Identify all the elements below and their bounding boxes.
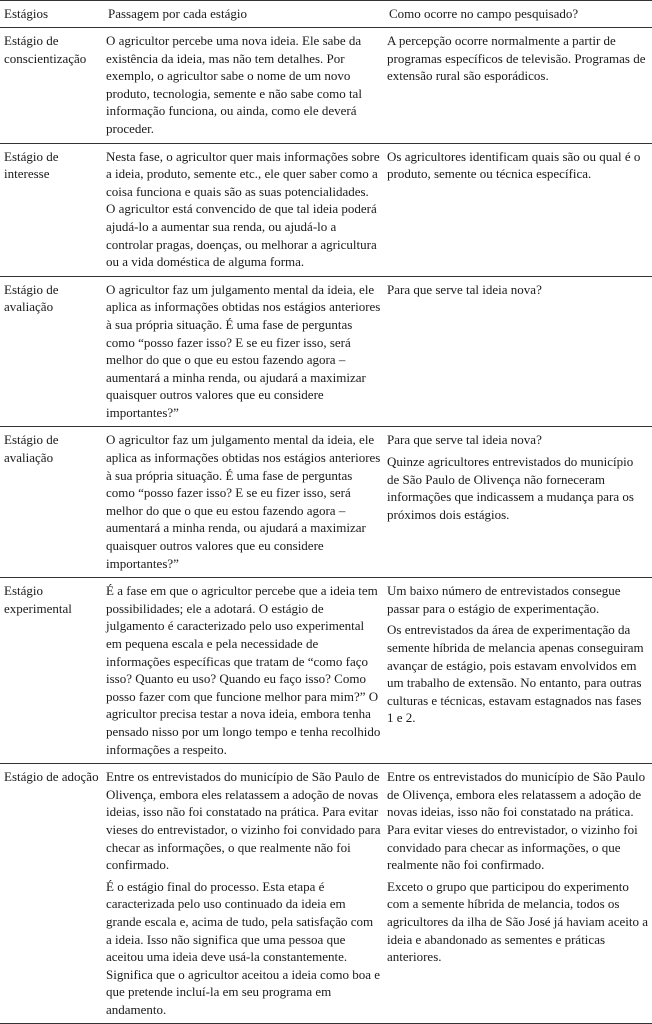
passage-cell: [104, 578, 385, 764]
passage-cell: [104, 276, 385, 427]
stage-cell: Estágio de conscientização: [4, 33, 87, 66]
stage-cell: Estágio de adoção: [4, 769, 99, 785]
passage-cell: [104, 143, 385, 276]
stage-cell: Estágio experimental: [4, 583, 72, 616]
table-row: [0, 28, 652, 144]
passage-cell: [104, 28, 385, 144]
passage-text: O agricultor faz um julgamento mental da ideia, ele aplica as informações obtidas nos estágios anteriores à sua própria situação. É uma fase de perguntas como “posso fazer isso? E se eu fizer isso, será melhor do que o que eu estou fazendo agora – aumentará a minha renda, ou ajudará a maximizar quaisquer outros valores que eu considere importantes?”: [106, 281, 381, 420]
header-stages: Estágios: [4, 6, 49, 21]
field-cell: [385, 28, 652, 144]
stage-cell: Estágio de interesse: [4, 148, 59, 182]
table-row: [0, 427, 652, 578]
passage-text: É o estágio final do processo. Esta etapa é caracterizada pelo uso continuado da ideia em grande escala e, acima de tudo, pela satisfação com a ideia. Isso não significa que uma pessoa que aceitou uma ideia deve usá-la constantemente. Significa que o agricultor aceitou a ideia como boa e que pretende incluí-la em seu programa em andamento.: [106, 878, 380, 1017]
field-text: Para que serve tal ideia nova?: [387, 281, 542, 297]
table-row: [0, 143, 652, 276]
header-field: Como ocorre no campo pesquisado?: [389, 6, 579, 21]
field-cell: [385, 578, 652, 764]
stage-cell: Estágio de avaliação: [4, 432, 59, 466]
field-cell: [385, 764, 652, 1024]
table-row: [0, 578, 652, 764]
field-text: Os entrevistados da área de experimentação da semente híbrida de melancia apenas conseguiram avançar de estágio, pois estavam envolvidos em um trabalho de extensão. No entanto, para outras culturas e técnicas, estavam estagnados nas fases 1 e 2.: [387, 622, 644, 726]
table-row: [0, 276, 652, 427]
passage-cell: [104, 427, 385, 578]
passage-text: Nesta fase, o agricultor quer mais informações sobre a ideia, produto, semente etc., ele quer saber como a coisa funciona e quais são as suas potencialidades. O agricultor está convencido de que tal ideia poderá ajudá-lo a aumentar sua renda, ou ajudá-lo a controlar pragas, doenças, ou melhorar a agricultura ou a vida doméstica de alguma forma.: [106, 148, 380, 270]
table-header-row: [0, 1, 652, 28]
field-text: Entre os entrevistados do município de São Paulo de Olivença, embora eles relatassem a adoção de novas ideias, isso não foi constatado na prática. Para evitar vieses do entrevistador, o vizinho foi convidado para checar as informações, o que realmente não foi confirmado.: [387, 769, 646, 873]
passage-text: O agricultor faz um julgamento mental da ideia, ele aplica as informações obtidas nos estágios anteriores à sua própria situação. É uma fase de perguntas como “posso fazer isso? E se eu fizer isso, será melhor do que o que eu estou fazendo agora – aumentará a minha renda, ou ajudará a maximizar quaisquer outros valores que eu considere importantes?”: [106, 432, 381, 571]
field-text: Os agricultores identificam quais são ou qual é o produto, semente ou técnica específica.: [387, 148, 641, 182]
passage-text: Entre os entrevistados do município de São Paulo de Olivença, embora eles relatassem a adoção de novas ideias, isso não foi constatado na prática. Para evitar vieses do entrevistador, o vizinho foi convidado para checar as informações, o que realmente não foi confirmado.: [106, 769, 381, 873]
field-cell: [385, 143, 652, 276]
field-cell: [385, 276, 652, 427]
stage-cell: Estágio de avaliação: [4, 281, 59, 315]
header-passage: Passagem por cada estágio: [108, 6, 247, 21]
field-text: Para que serve tal ideia nova?: [387, 432, 542, 448]
table-row: [0, 764, 652, 1024]
field-cell: [385, 427, 652, 578]
field-text: Um baixo número de entrevistados consegue passar para o estágio de experimentação.: [387, 583, 621, 616]
field-text: Exceto o grupo que participou do experimento com a semente híbrida de melancia, todos os agricultores da ilha de São José já haviam aceito a ideia e abandonado as sementes e práticas anteriores.: [387, 878, 648, 965]
passage-text: É a fase em que o agricultor percebe que a ideia tem possibilidades; ele a adotará. O estágio de julgamento é caracterizado pelo uso experimental em pequena escala e pela necessidade de informações específicas que tratam de “como faço isso? Quanto eu uso? Quando eu faço isso? Como posso fazer com que funcione melhor para mim?” O agricultor precisa testar a nova ideia, embora tenha pensado nisso por um longo tempo e tenha recolhido informações a respeito.: [106, 583, 381, 757]
field-text: Quinze agricultores entrevistados do município de São Paulo de Olivença não forneceram informações que indicassem a mudança para os próximos dois estágios.: [387, 454, 634, 522]
passage-cell: [104, 764, 385, 1024]
field-text: A percepção ocorre normalmente a partir de programas específicos de televisão. Programas de extensão rural são esporádicos.: [387, 33, 646, 84]
passage-text: O agricultor percebe uma nova ideia. Ele sabe da existência da ideia, mas não tem detalhes. Por exemplo, o agricultor sabe o nome de um novo produto, tecnologia, semente e não sabe como tal informação funciona, ou ainda, como ele deverá proceder.: [106, 33, 362, 136]
